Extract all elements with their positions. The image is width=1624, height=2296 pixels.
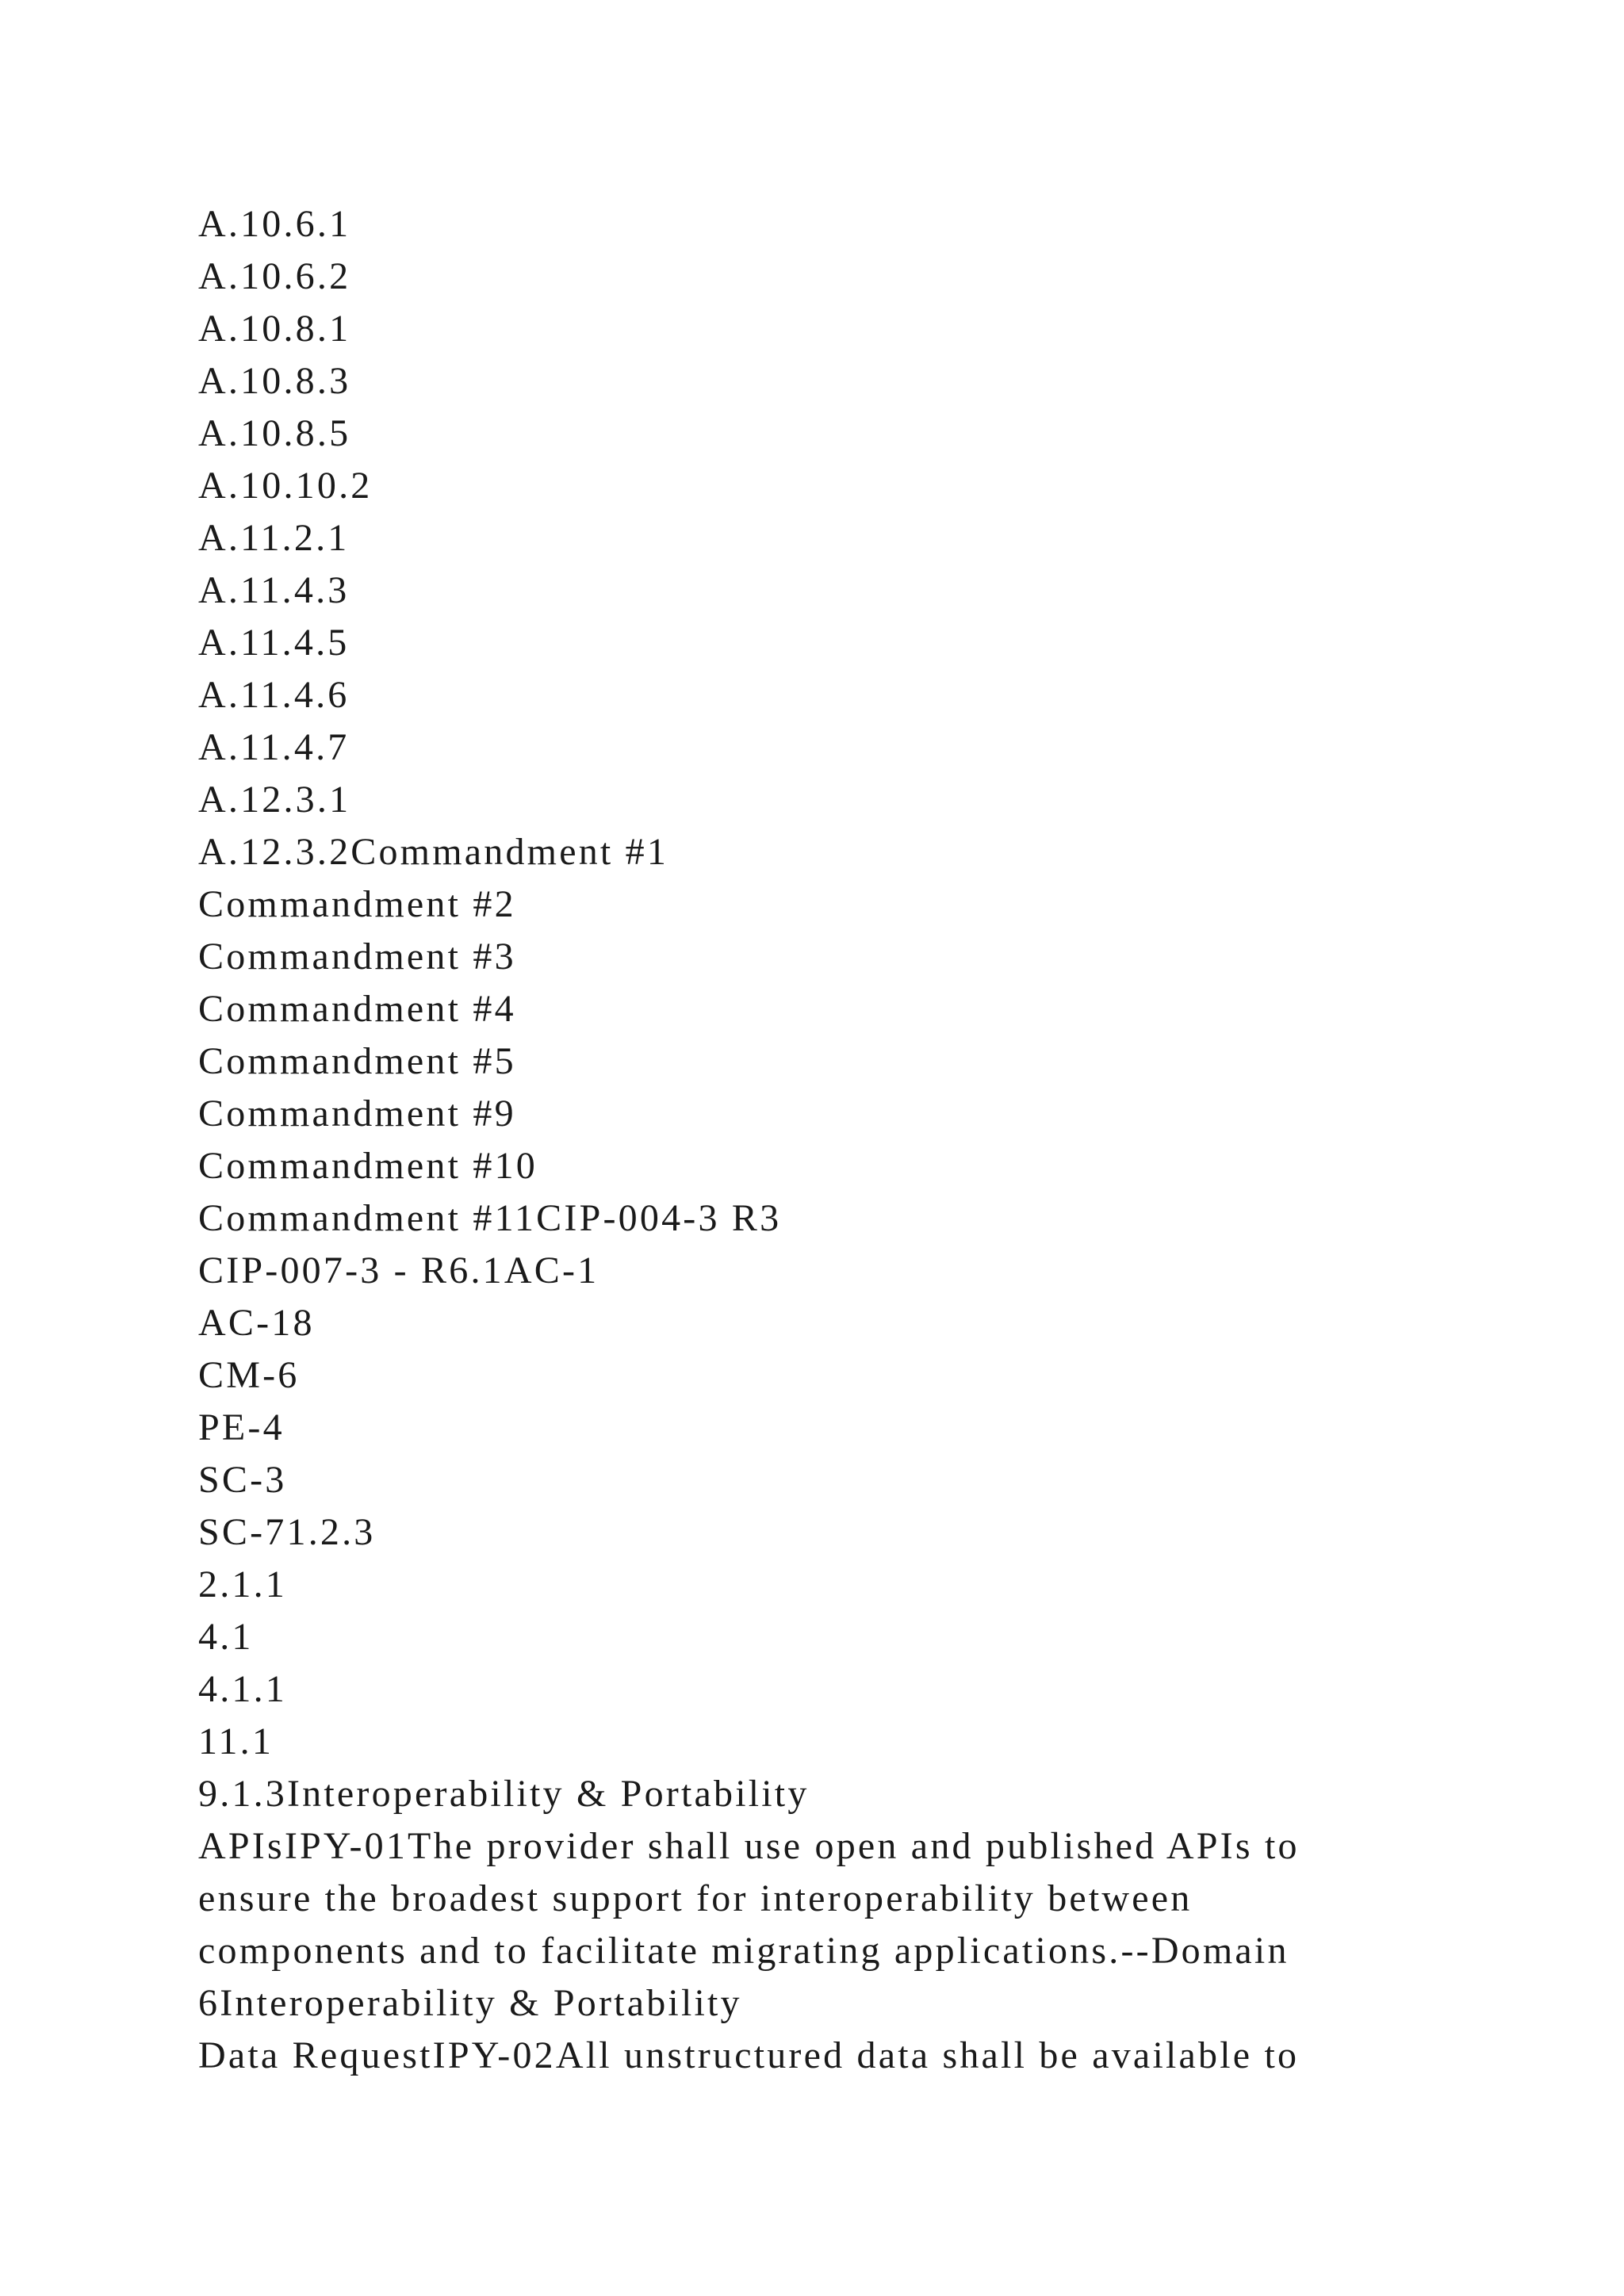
text-line: 11.1: [198, 1720, 274, 1762]
text-line: Commandment #9: [198, 1093, 516, 1135]
text-line: 6Interoperability & Portability: [198, 1982, 742, 2024]
text-line: A.10.6.2: [198, 255, 351, 297]
text-line: A.12.3.1: [198, 779, 351, 821]
text-line: A.11.4.6: [198, 674, 350, 716]
text-line: Commandment #10: [198, 1145, 538, 1187]
text-line: 4.1: [198, 1616, 254, 1658]
text-line: SC-71.2.3: [198, 1511, 376, 1553]
text-line: Commandment #5: [198, 1040, 516, 1082]
text-line: A.10.8.1: [198, 308, 351, 350]
text-line: components and to facilitate migrating applications.--Domain: [198, 1930, 1289, 1972]
text-line: CM-6: [198, 1354, 300, 1396]
text-line: CIP-007-3 - R6.1AC-1: [198, 1249, 599, 1292]
text-line: Commandment #4: [198, 988, 516, 1030]
text-line: A.10.6.1: [198, 203, 351, 245]
text-line: 2.1.1: [198, 1563, 287, 1605]
text-line: SC-3: [198, 1459, 287, 1501]
text-line: ensure the broadest support for interoperability between: [198, 1877, 1193, 1919]
text-line: Data RequestIPY-02All unstructured data shall be available to: [198, 2034, 1300, 2076]
text-line: A.11.4.5: [198, 622, 350, 664]
text-line: PE-4: [198, 1406, 285, 1448]
text-line: A.12.3.2Commandment #1: [198, 831, 669, 873]
text-line: APIsIPY-01The provider shall use open and published APIs to: [198, 1825, 1300, 1867]
document-text: [198, 198, 1467, 2082]
text-line: 9.1.3Interoperability & Portability: [198, 1773, 810, 1815]
text-line: 4.1.1: [198, 1668, 287, 1710]
text-line: AC-18: [198, 1302, 315, 1344]
text-line: Commandment #3: [198, 936, 516, 978]
text-line: A.10.8.3: [198, 360, 351, 402]
text-line: A.10.10.2: [198, 465, 373, 507]
text-line: A.11.2.1: [198, 517, 350, 559]
text-line: Commandment #11CIP-004-3 R3: [198, 1197, 782, 1239]
text-line: A.10.8.5: [198, 412, 351, 454]
text-line: Commandment #2: [198, 883, 516, 925]
text-line: A.11.4.7: [198, 726, 350, 768]
text-line: A.11.4.3: [198, 569, 350, 611]
